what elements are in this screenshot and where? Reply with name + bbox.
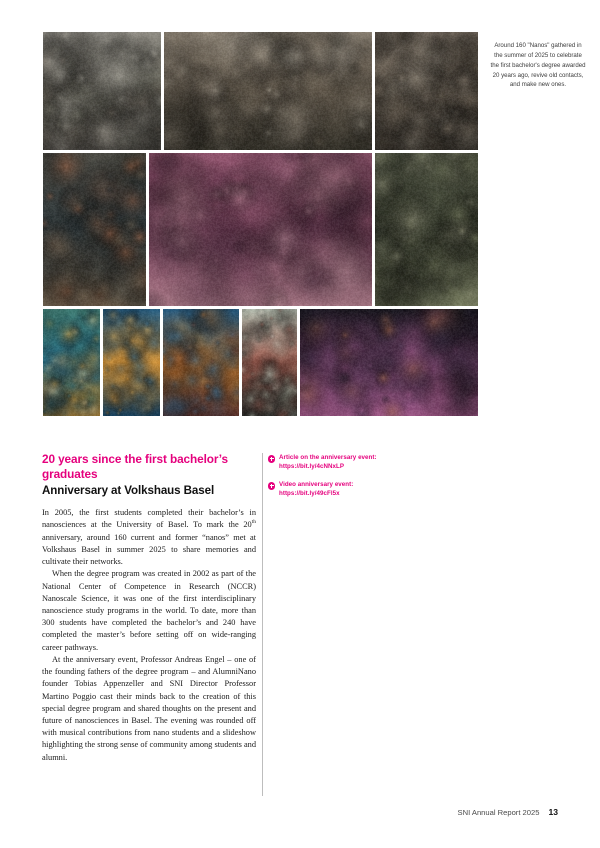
link-item-video[interactable] <box>268 481 418 499</box>
photo-p2 <box>164 32 372 150</box>
photo-p3 <box>375 32 478 150</box>
photo-p4 <box>43 153 146 306</box>
plus-circle-icon <box>268 455 275 462</box>
photo-p8 <box>103 309 160 416</box>
article-body <box>42 507 256 764</box>
photo-p9 <box>163 309 239 416</box>
links-column <box>268 454 418 508</box>
link-url[interactable]: https://bit.ly/4cNNxLP <box>279 462 345 470</box>
photo-mosaic <box>43 32 478 416</box>
photo-row-2 <box>43 153 478 306</box>
page-footer <box>458 807 558 817</box>
link-title: Article on the anniversary event: <box>279 454 377 461</box>
article-paragraph-3: At the anniversary event, Professor Andreas Engel – one of the founding fathers of the degree program – and AlumniNano founder Tobias Appenzeller and SNI Director Professor Martino Poggio cast their minds back to the creation of this special degree program and shared thoughts on the present and future of nanosciences in Basel. The evening was rounded off with musical contributions from nano students and a slideshow highlighting the strong sense of community among students and alumni. <box>42 654 256 762</box>
article-kicker: 20 years since the first bachelor’s graduates <box>42 452 228 482</box>
article-paragraph-1: In 2005, the first students completed their bachelor’s in nanosciences at the University of Basel. To mark the 20th anniversary, around 160 current and former “nanos” met at Volkshaus Basel in summer 2025 to share memories and cultivate their networks. <box>42 508 256 567</box>
photo-p6 <box>375 153 478 306</box>
photo-p7 <box>43 309 100 416</box>
article-column <box>42 452 256 764</box>
link-title: Video anniversary event: <box>279 480 354 488</box>
footer-page-number: 13 <box>548 807 558 817</box>
article-paragraph-2: When the degree program was created in 2002 as part of the National Center of Competence in Research (NCCR) Nanoscale Science, it was one of the first interdisciplinary nanoscience study programs in the world. To date, more than 300 students have completed the bachelor’s and 240 have completed the master’s before setting off on wide-ranging career pathways. <box>42 569 256 652</box>
plus-circle-icon <box>268 482 275 489</box>
photo-row-1 <box>43 32 478 150</box>
footer-publication: SNI Annual Report 2025 <box>457 808 540 817</box>
photo-p11 <box>300 309 478 416</box>
photo-p10 <box>242 309 297 416</box>
link-item-article[interactable] <box>268 454 418 472</box>
photo-caption: Around 160 "Nanos" gathered in the summer of 2025 to celebrate the first bachelor's degree awarded 20 years ago, revive old contacts, and make new ones. <box>490 42 586 89</box>
link-url[interactable]: https://bit.ly/49cFl5x <box>279 489 340 497</box>
column-divider <box>262 453 263 796</box>
article-headline: Anniversary at Volkshaus Basel <box>42 484 215 498</box>
photo-p1 <box>43 32 161 150</box>
photo-p5 <box>149 153 372 306</box>
photo-row-3 <box>43 309 478 416</box>
